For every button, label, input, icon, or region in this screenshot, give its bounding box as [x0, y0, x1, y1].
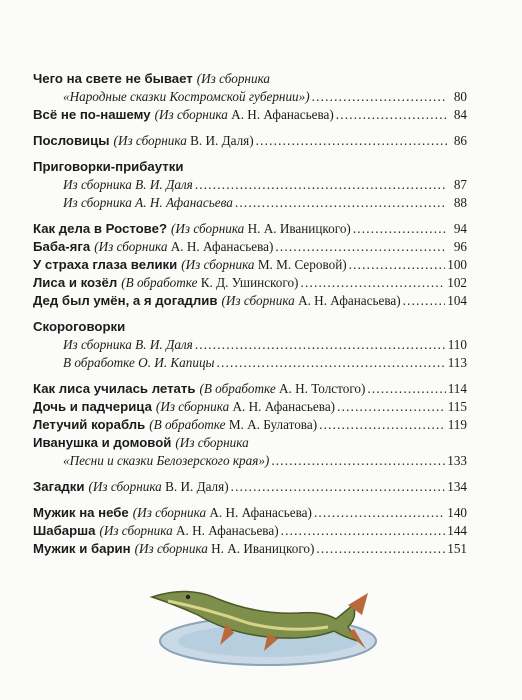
toc-entry[interactable]	[33, 380, 467, 398]
page-number: 88	[453, 195, 467, 210]
dot-leader	[353, 220, 447, 238]
toc-entry[interactable]	[33, 416, 467, 434]
entry-source	[156, 398, 335, 416]
page-number: 114	[447, 381, 467, 396]
dot-leader	[319, 416, 446, 434]
page-number: 119	[447, 417, 467, 432]
source-prefix: (В обработке	[199, 381, 276, 396]
entry-source	[181, 256, 346, 274]
entry-title: Как лиса училась летать	[33, 381, 196, 396]
page-number: 140	[447, 505, 467, 520]
source-author: Н. А. Иваницкого)	[247, 221, 351, 236]
page-number: 104	[447, 293, 467, 308]
entry-source	[121, 274, 298, 292]
entry-source	[114, 132, 254, 150]
source-prefix: (Из сборника	[221, 293, 295, 308]
toc-entry[interactable]	[33, 274, 467, 292]
source-prefix: (Из сборника	[134, 541, 208, 556]
entry-source	[99, 522, 278, 540]
dot-leader	[349, 256, 446, 274]
page-number: 144	[447, 523, 467, 538]
toc-entry[interactable]	[33, 256, 467, 274]
toc-entry[interactable]	[33, 220, 467, 238]
toc-subentry[interactable]	[33, 354, 467, 372]
source-author: В. И. Даля)	[190, 133, 254, 148]
source-author: А. Н. Толстого)	[279, 381, 366, 396]
toc-entry[interactable]	[33, 522, 467, 540]
toc-section-heading[interactable]	[33, 158, 467, 176]
page-number: 87	[453, 177, 467, 192]
entry-source	[149, 416, 317, 434]
entry-title: Иванушка и домовой	[33, 435, 172, 450]
toc-entry[interactable]	[33, 540, 467, 558]
entry-source	[199, 380, 365, 398]
source-author: А. Н. Афанасьева)	[231, 107, 334, 122]
entry-title: У страха глаза велики	[33, 257, 178, 272]
toc-entry[interactable]	[33, 434, 467, 452]
entry-title: Как дела в Ростове?	[33, 221, 168, 236]
source-author: В. И. Даля)	[165, 479, 229, 494]
dot-leader	[367, 380, 445, 398]
entry-source	[94, 238, 273, 256]
dot-leader	[281, 522, 446, 540]
toc-entry[interactable]	[33, 292, 467, 310]
toc-entry[interactable]	[33, 478, 467, 496]
dot-leader	[216, 354, 445, 372]
source-prefix: (Из сборника	[154, 107, 228, 122]
entry-title: Мужик и барин	[33, 541, 131, 556]
source-author: А. Н. Афанасьева)	[298, 293, 401, 308]
dot-leader	[235, 194, 447, 212]
source-prefix: (Из сборника	[155, 399, 230, 414]
entry-title: Чего на свете не бывает	[33, 71, 193, 86]
subentry-source	[63, 354, 214, 372]
source-author: Н. А. Иваницкого)	[211, 541, 315, 556]
dot-leader	[271, 452, 445, 470]
subentry-source	[63, 176, 193, 194]
entry-title: Шабарша	[33, 523, 96, 538]
subentry-source	[63, 336, 193, 354]
toc-entry[interactable]	[33, 132, 467, 150]
page-number: 100	[447, 257, 467, 272]
dot-leader	[195, 336, 446, 354]
dot-leader	[336, 106, 447, 124]
source-author: В. И. Даля	[135, 337, 193, 352]
entry-title: Дочь и падчерица	[33, 399, 152, 414]
subentry-source	[63, 194, 233, 212]
dot-leader	[256, 132, 447, 150]
toc-entry[interactable]	[33, 70, 467, 88]
dot-leader	[314, 504, 445, 522]
page-number: 113	[447, 355, 467, 370]
toc-subentry[interactable]	[33, 176, 467, 194]
dot-leader	[300, 274, 445, 292]
entry-title: Мужик на небе	[33, 505, 129, 520]
source-prefix: В обработке	[63, 355, 135, 370]
source-prefix: (Из сборника	[99, 523, 173, 538]
entry-title: Пословицы	[33, 133, 110, 148]
entry-source	[155, 106, 334, 124]
entry-source	[135, 540, 315, 558]
source-author: М. А. Булатова)	[228, 417, 318, 432]
entry-title: Всё не по-нашему	[33, 107, 151, 122]
source-prefix: (Из сборника	[181, 257, 255, 272]
page-number: 84	[453, 107, 467, 122]
entry-source	[222, 292, 401, 310]
source-prefix: Из сборника	[63, 177, 132, 192]
source-author: А. Н. Афанасьева)	[170, 239, 274, 254]
source-prefix: (В обработке	[149, 417, 226, 432]
source-author: А. Н. Афанасьева)	[176, 523, 279, 538]
source-author: О. И. Капицы	[138, 355, 215, 370]
page-number: 110	[447, 337, 467, 352]
page-number: 96	[453, 239, 467, 254]
source-prefix: (Из сборника	[132, 505, 207, 520]
source-collection: «Народные сказки Костромской губернии»)	[63, 89, 310, 104]
source-author: А. Н. Афанасьева	[135, 195, 233, 210]
dot-leader	[403, 292, 446, 310]
dot-leader	[312, 88, 447, 106]
pike-fish-in-ice-hole-icon	[148, 575, 378, 667]
source-author: А. Н. Афанасьева)	[209, 505, 312, 520]
toc-subentry[interactable]	[33, 194, 467, 212]
page-number: 86	[453, 133, 467, 148]
source-prefix: (Из сборника	[196, 71, 271, 86]
toc-entry-continuation	[33, 88, 467, 106]
page-number: 133	[447, 453, 467, 468]
table-of-contents	[33, 70, 467, 558]
dot-leader	[275, 238, 447, 256]
source-author: М. М. Серовой)	[257, 257, 347, 272]
entry-title: Летучий корабль	[33, 417, 146, 432]
toc-entry[interactable]	[33, 238, 467, 256]
dot-leader	[231, 478, 446, 496]
entry-source	[89, 478, 229, 496]
dot-leader	[316, 540, 445, 558]
source-prefix: (Из сборника	[175, 435, 249, 450]
source-prefix: (Из сборника	[94, 239, 168, 254]
page-number: 115	[447, 399, 467, 414]
page-number: 102	[447, 275, 467, 290]
entry-title: Приговорки-прибаутки	[33, 159, 184, 174]
source-prefix: (Из сборника	[113, 133, 187, 148]
toc-entry[interactable]	[33, 398, 467, 416]
dot-leader	[195, 176, 447, 194]
toc-entry[interactable]	[33, 504, 467, 522]
source-collection: «Песни и сказки Белозерского края»)	[63, 453, 270, 468]
source-author: К. Д. Ушинского)	[200, 275, 299, 290]
toc-entry[interactable]	[33, 106, 467, 124]
entry-source	[171, 220, 351, 238]
page-number: 80	[453, 89, 467, 104]
entry-title: Баба-яга	[33, 239, 91, 254]
entry-title: Скороговорки	[33, 319, 126, 334]
page-number: 151	[447, 541, 467, 556]
source-prefix: (В обработке	[121, 275, 198, 290]
entry-title: Дед был умён, а я догадлив	[33, 293, 218, 308]
toc-section-heading[interactable]	[33, 318, 467, 336]
page-number: 94	[453, 221, 467, 236]
toc-entry-continuation	[33, 452, 467, 470]
dot-leader	[337, 398, 446, 416]
page-number: 134	[447, 479, 467, 494]
source-prefix: (Из сборника	[88, 479, 162, 494]
entry-title: Лиса и козёл	[33, 275, 118, 290]
source-author: В. И. Даля	[135, 177, 193, 192]
toc-subentry[interactable]	[33, 336, 467, 354]
entry-source	[133, 504, 312, 522]
source-prefix: Из сборника	[63, 337, 132, 352]
entry-title: Загадки	[33, 479, 85, 494]
source-prefix: Из сборника	[63, 195, 132, 210]
source-prefix: (Из сборника	[171, 221, 245, 236]
source-author: А. Н. Афанасьева)	[232, 399, 336, 414]
